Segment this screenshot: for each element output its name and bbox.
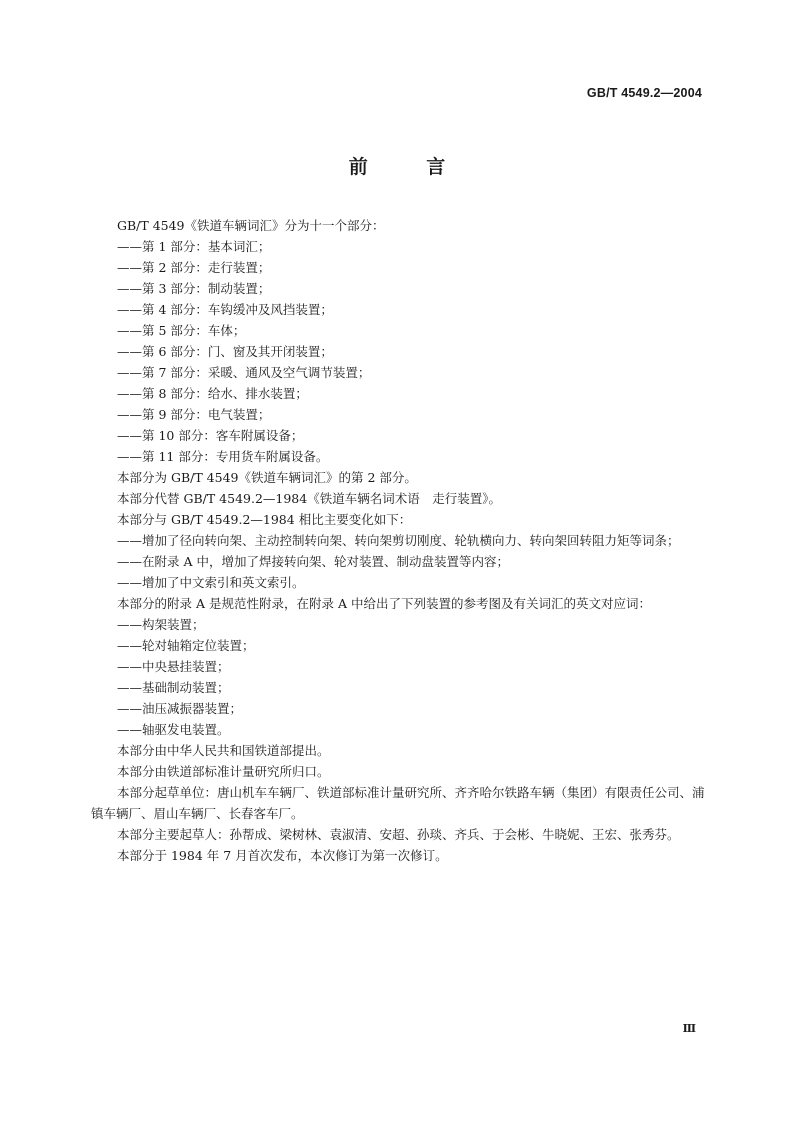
list-item: ——轮对轴箱定位装置； bbox=[117, 638, 255, 653]
list-item: ——第 3 部分：制动装置； bbox=[117, 281, 271, 296]
list-item: ——第 4 部分：车钩缓冲及风挡装置； bbox=[117, 302, 333, 317]
list-item: ——在附录 A 中，增加了焊接转向架、轮对装置、制动盘装置等内容； bbox=[117, 554, 509, 569]
paragraph: 本部分由中华人民共和国铁道部提出。 bbox=[117, 743, 330, 758]
list-item: ——第 9 部分：电气装置； bbox=[117, 407, 271, 422]
list-item: ——第 5 部分：车体； bbox=[117, 323, 246, 338]
document-code: GB/T 4549.2—2004 bbox=[586, 86, 702, 100]
paragraph: 本部分由铁道部标准计量研究所归口。 bbox=[117, 764, 330, 779]
list-item: ——第 6 部分：门、窗及其开闭装置； bbox=[117, 344, 333, 359]
list-item: ——中央悬挂装置； bbox=[117, 659, 230, 674]
list-item: ——油压减振器装置； bbox=[117, 701, 243, 716]
list-item: ——基础制动装置； bbox=[117, 680, 230, 695]
page-number: Ⅲ bbox=[682, 1022, 695, 1035]
paragraph: 本部分代替 GB/T 4549.2—1984《铁道车辆名词术语 走行装置》。 bbox=[117, 491, 501, 506]
list-item: ——第 2 部分：走行装置； bbox=[117, 260, 271, 275]
paragraph: GB/T 4549《铁道车辆词汇》分为十一个部分： bbox=[117, 218, 385, 233]
list-item: ——第 10 部分：客车附属设备； bbox=[117, 428, 304, 443]
paragraph: 本部分的附录 A 是规范性附录，在附录 A 中给出了下列装置的参考图及有关词汇的英文对应词： bbox=[117, 596, 651, 611]
paragraph: 本部分起草单位：唐山机车车辆厂、铁道部标准计量研究所、齐齐哈尔铁路车辆（集团）有限责任公司、浦镇车辆厂、眉山车辆厂、长春客车厂。 bbox=[91, 785, 705, 821]
list-item: ——第 8 部分：给水、排水装置； bbox=[117, 386, 308, 401]
paragraph: 本部分与 GB/T 4549.2—1984 相比主要变化如下： bbox=[117, 512, 412, 527]
paragraph: 本部分于 1984 年 7 月首次发布，本次修订为第一次修订。 bbox=[117, 848, 448, 863]
list-item: ——第 7 部分：采暖、通风及空气调节装置； bbox=[117, 365, 371, 380]
page-title: 前 言 bbox=[348, 156, 472, 178]
list-item: ——增加了径向转向架、主动控制转向架、转向架剪切刚度、轮轨横向力、转向架回转阻力矩等词条； bbox=[117, 533, 680, 548]
paragraph: 本部分为 GB/T 4549《铁道车辆词汇》的第 2 部分。 bbox=[117, 470, 417, 485]
list-item: ——轴驱发电装置。 bbox=[117, 722, 230, 737]
list-item: ——第 11 部分：专用货车附属设备。 bbox=[117, 449, 329, 464]
list-item: ——第 1 部分：基本词汇； bbox=[117, 239, 271, 254]
list-item: ——构架装置； bbox=[117, 617, 205, 632]
list-item: ——增加了中文索引和英文索引。 bbox=[117, 575, 305, 590]
foreword-body bbox=[91, 215, 705, 866]
paragraph: 本部分主要起草人：孙帮成、梁树林、袁淑清、安超、孙琰、齐兵、于会彬、牛晓妮、王宏、张秀芬。 bbox=[117, 827, 680, 842]
